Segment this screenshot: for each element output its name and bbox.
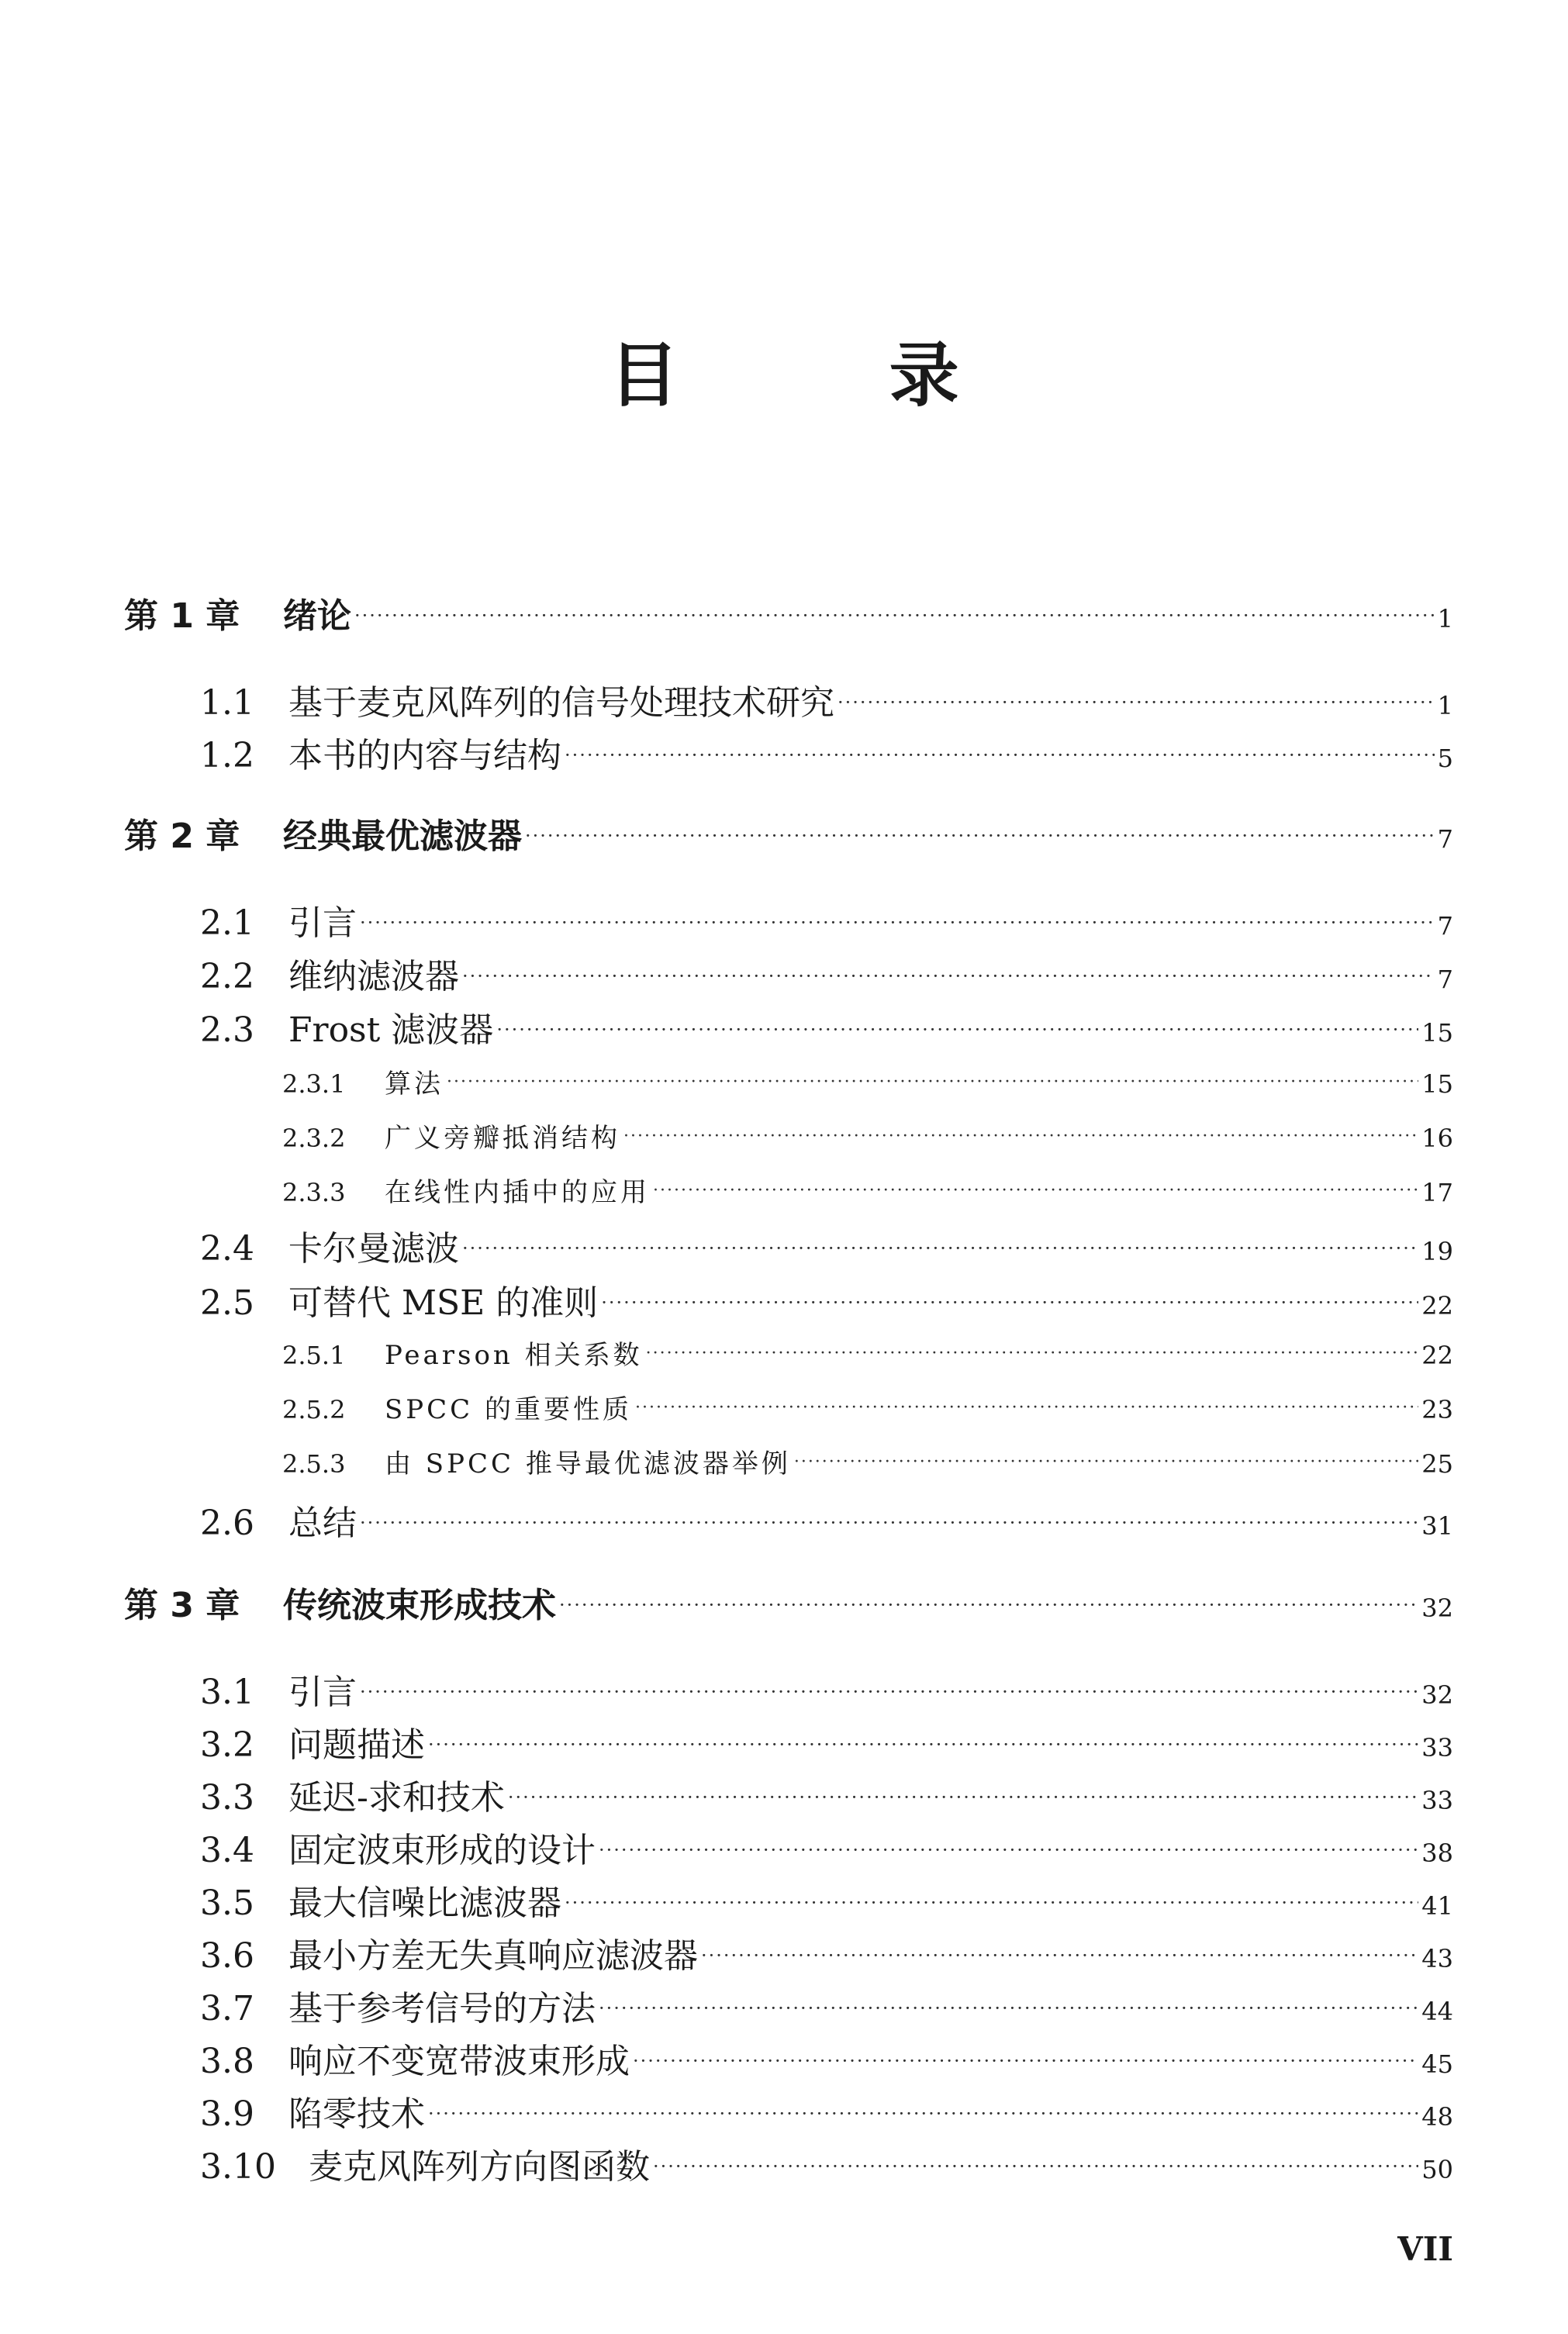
dot-leader xyxy=(354,609,1435,627)
toc-subsection-2-5-1[interactable] xyxy=(282,1334,1453,1372)
section-title: 引言 xyxy=(288,903,357,943)
toc-subsection-2-3-3[interactable] xyxy=(282,1171,1453,1209)
chapter-number: 第 2 章 xyxy=(124,817,240,856)
toc-section-1-2[interactable] xyxy=(200,727,1453,777)
subsection-number: 2.5.2 xyxy=(282,1395,346,1424)
dot-leader xyxy=(565,748,1435,767)
toc-section-3-3[interactable] xyxy=(200,1769,1453,1819)
section-number: 3.9 xyxy=(200,2094,254,2134)
toc-chapter-3[interactable] xyxy=(124,1577,1453,1627)
page-number: 32 xyxy=(1421,1593,1453,1623)
section-number: 3.4 xyxy=(200,1831,254,1870)
toc-section-2-1[interactable] xyxy=(200,895,1453,944)
section-number: 3.10 xyxy=(200,2147,276,2187)
subsection-title: SPCC 的重要性质 xyxy=(385,1394,633,1425)
section-title: 响应不变宽带波束形成 xyxy=(288,2042,630,2081)
dot-leader xyxy=(635,1401,1418,1418)
dot-leader xyxy=(462,1241,1418,1260)
toc-section-3-10[interactable] xyxy=(200,2139,1453,2188)
toc-section-3-4[interactable] xyxy=(200,1822,1453,1872)
dot-leader xyxy=(508,1790,1418,1809)
section-title: 卡尔曼滤波 xyxy=(288,1229,459,1269)
section-number: 3.2 xyxy=(200,1725,254,1765)
toc-section-2-5[interactable] xyxy=(200,1275,1453,1324)
page-number: 7 xyxy=(1437,965,1453,994)
section-title: 陷零技术 xyxy=(288,2094,425,2134)
section-title: 引言 xyxy=(288,1673,357,1712)
page-number: 15 xyxy=(1421,1018,1453,1048)
page-number: 33 xyxy=(1421,1786,1453,1815)
page-number: 41 xyxy=(1421,1891,1453,1921)
section-title: 固定波束形成的设计 xyxy=(288,1831,596,1870)
dot-leader xyxy=(599,1843,1418,1862)
dot-leader xyxy=(653,2160,1418,2178)
section-title: 总结 xyxy=(288,1504,357,1543)
toc-section-3-6[interactable] xyxy=(200,1928,1453,1977)
dot-leader xyxy=(360,916,1435,934)
section-title: 麦克风阵列方向图函数 xyxy=(309,2147,650,2187)
section-number: 2.6 xyxy=(200,1504,254,1543)
toc-chapter-2[interactable] xyxy=(124,808,1453,858)
section-number: 3.1 xyxy=(200,1673,254,1712)
folio-page-number: VII xyxy=(1397,2230,1453,2268)
toc-subsection-2-3-2[interactable] xyxy=(282,1117,1453,1155)
page-number: 16 xyxy=(1421,1124,1453,1153)
section-title: 延迟-求和技术 xyxy=(288,1778,505,1818)
page-number: 48 xyxy=(1421,2102,1453,2132)
page-number: 1 xyxy=(1437,691,1453,720)
section-title: 问题描述 xyxy=(288,1725,425,1765)
section-title: 可替代 MSE 的准则 xyxy=(288,1283,599,1323)
dot-leader xyxy=(601,1296,1418,1314)
section-title: 基于麦克风阵列的信号处理技术研究 xyxy=(288,683,834,723)
page-number: 22 xyxy=(1421,1291,1453,1321)
dot-leader xyxy=(360,1685,1418,1704)
dot-leader xyxy=(565,1896,1418,1915)
page-number: 1 xyxy=(1437,604,1453,634)
toc-section-2-6[interactable] xyxy=(200,1495,1453,1545)
subsection-number: 2.5.1 xyxy=(282,1341,346,1370)
subsection-number: 2.3.1 xyxy=(282,1069,346,1099)
dot-leader xyxy=(428,1738,1418,1756)
chapter-number: 第 1 章 xyxy=(124,596,240,636)
page-number: 19 xyxy=(1421,1237,1453,1266)
section-title: 基于参考信号的方法 xyxy=(288,1989,596,2028)
dot-leader xyxy=(633,2054,1418,2073)
toc-section-2-3[interactable] xyxy=(200,1002,1453,1051)
dot-leader xyxy=(599,2001,1418,2020)
page-number: 15 xyxy=(1421,1069,1453,1099)
section-title: 本书的内容与结构 xyxy=(288,736,561,775)
dot-leader xyxy=(794,1455,1418,1473)
dot-leader xyxy=(559,1598,1418,1617)
dot-leader xyxy=(525,829,1435,848)
page-number: 43 xyxy=(1421,1944,1453,1973)
page-number: 33 xyxy=(1421,1733,1453,1763)
page-title: 目 录 xyxy=(609,335,1052,416)
page-number: 50 xyxy=(1421,2155,1453,2184)
page-number: 5 xyxy=(1437,744,1453,773)
subsection-number: 2.3.3 xyxy=(282,1178,346,1207)
page-number: 25 xyxy=(1421,1449,1453,1479)
toc-section-1-1[interactable] xyxy=(200,675,1453,724)
page-number: 7 xyxy=(1437,911,1453,941)
toc-section-3-5[interactable] xyxy=(200,1875,1453,1925)
section-number: 3.6 xyxy=(200,1936,254,1976)
page-number: 45 xyxy=(1421,2049,1453,2079)
page-number: 17 xyxy=(1421,1178,1453,1207)
subsection-title: 在线性内插中的应用 xyxy=(385,1177,650,1208)
dot-leader xyxy=(623,1130,1418,1147)
page-number: 44 xyxy=(1421,1997,1453,2026)
dot-leader xyxy=(447,1076,1418,1093)
dot-leader xyxy=(701,1949,1418,1967)
dot-leader xyxy=(496,1023,1418,1041)
section-number: 2.3 xyxy=(200,1010,254,1050)
section-number: 2.4 xyxy=(200,1229,254,1269)
section-number: 2.1 xyxy=(200,903,254,943)
section-number: 3.5 xyxy=(200,1883,254,1923)
toc-subsection-2-5-2[interactable] xyxy=(282,1388,1453,1426)
dot-leader xyxy=(360,1516,1418,1535)
section-title: 最小方差无失真响应滤波器 xyxy=(288,1936,698,1976)
page-number: 7 xyxy=(1437,824,1453,854)
toc-subsection-2-5-3[interactable] xyxy=(282,1442,1453,1480)
chapter-title: 传统波束形成技术 xyxy=(283,1586,556,1625)
toc-section-3-1[interactable] xyxy=(200,1664,1453,1714)
dot-leader xyxy=(838,696,1435,714)
section-number: 2.5 xyxy=(200,1283,254,1323)
page-number: 22 xyxy=(1421,1341,1453,1370)
dot-leader xyxy=(428,2107,1418,2125)
section-number: 3.8 xyxy=(200,2042,254,2081)
toc-section-3-7[interactable] xyxy=(200,1980,1453,2030)
subsection-title: 算法 xyxy=(385,1069,444,1100)
subsection-title: Pearson 相关系数 xyxy=(385,1340,643,1371)
subsection-number: 2.3.2 xyxy=(282,1124,346,1153)
dot-leader xyxy=(462,969,1435,988)
toc-section-2-2[interactable] xyxy=(200,948,1453,998)
toc-section-3-8[interactable] xyxy=(200,2033,1453,2083)
toc-section-3-9[interactable] xyxy=(200,2086,1453,2135)
section-title: 最大信噪比滤波器 xyxy=(288,1883,561,1923)
subsection-title: 广义旁瓣抵消结构 xyxy=(385,1123,620,1154)
subsection-number: 2.5.3 xyxy=(282,1449,346,1479)
toc-chapter-1[interactable] xyxy=(124,588,1453,637)
dot-leader xyxy=(653,1184,1418,1201)
section-title: 维纳滤波器 xyxy=(288,957,459,996)
chapter-title: 经典最优滤波器 xyxy=(283,817,522,856)
section-number: 1.1 xyxy=(200,683,254,723)
section-number: 1.2 xyxy=(200,736,254,775)
section-number: 2.2 xyxy=(200,957,254,996)
section-number: 3.7 xyxy=(200,1989,254,2028)
section-number: 3.3 xyxy=(200,1778,254,1818)
dot-leader xyxy=(646,1347,1419,1364)
chapter-number: 第 3 章 xyxy=(124,1586,240,1625)
page-number: 31 xyxy=(1421,1511,1453,1541)
toc-subsection-2-3-1[interactable] xyxy=(282,1062,1453,1100)
toc-section-3-2[interactable] xyxy=(200,1717,1453,1766)
section-title: Frost 滤波器 xyxy=(288,1010,494,1050)
toc-section-2-4[interactable] xyxy=(200,1221,1453,1270)
page-number: 32 xyxy=(1421,1680,1453,1710)
chapter-title: 绪论 xyxy=(283,596,351,636)
subsection-title: 由 SPCC 推导最优滤波器举例 xyxy=(385,1448,791,1479)
page-number: 23 xyxy=(1421,1395,1453,1424)
page-number: 38 xyxy=(1421,1839,1453,1868)
